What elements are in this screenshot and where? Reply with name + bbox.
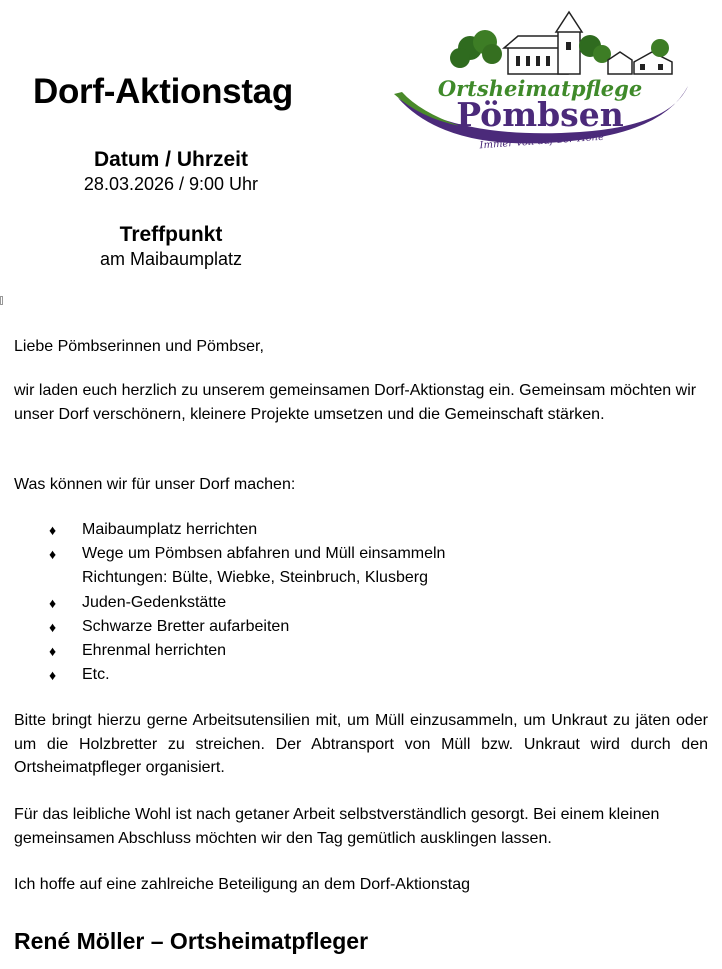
closing-paragraph: Ich hoffe auf eine zahlreiche Beteiligung an dem Dorf-Aktionstag [14,876,470,893]
diamond-bullet-icon: ♦ [49,594,57,611]
diamond-bullet-icon: ♦ [49,618,57,635]
question: Was können wir für unser Dorf machen: [14,476,296,493]
diamond-bullet-icon: ♦ [49,546,57,563]
tree-icon [579,35,611,63]
list-item-text: Maibaumplatz herrichten [82,521,258,538]
text-cursor-marker [0,296,3,305]
signature: René Möller – Ortsheimatpfleger [14,928,369,954]
church-icon [504,12,582,74]
house-icon [608,39,672,74]
list-item-text: Wege um Pömbsen abfahren und Müll einsammeln [82,545,446,563]
list-item-detail-text: Richtungen: Bülte, Wiebke, Steinbruch, Klusberg [82,569,428,587]
date-heading: Datum / Uhrzeit [93,148,248,171]
tools-paragraph: Bitte bringt hierzu gerne Arbeitsutensilien mit, um Müll einzusammeln, um Unkraut zu jäten oder um die Holzbretter zu streichen. Der Abtransport von Müll bzw. Unkraut wird durch den Ortsheimatpfleger organisiert. [14,712,708,776]
date-block [20,148,322,195]
list-item [14,542,708,566]
list-item [14,615,708,639]
diamond-bullet-icon: ♦ [49,643,57,660]
list-item-text: Schwarze Bretter aufarbeiten [82,617,290,635]
food-paragraph: Für das leibliche Wohl ist nach getaner Arbeit selbstverständlich gesorgt. Bei einem kleinen gemeinsamen Abschluss möchten wir den Tag gemütlich ausklingen lassen. [14,806,660,847]
diamond-bullet-icon: ♦ [49,522,57,538]
greeting: Liebe Pömbserinnen und Pömbser, [14,338,264,355]
list-item [14,591,708,615]
list-item-detail [14,566,708,590]
logo-slogan: Immer voll auf der Höhe [479,131,605,152]
logo-name-line1: Ortsheimatpflege [437,76,643,101]
ortsheimatpflege-logo [390,8,690,158]
intro-paragraph: wir laden euch herzlich zu unserem gemeinsamen Dorf-Aktionstag ein. Gemeinsam möchten wir unser Dorf verschönern, kleinere Projekte umsetzen und die Gemeinschaft stärken. [14,382,697,423]
logo-name-line2: Pömbsen [456,95,624,134]
list-item-text: Etc. [82,666,110,684]
list-item [14,639,708,663]
diamond-bullet-icon: ♦ [49,667,57,684]
meeting-value: am Maibaumplatz [99,249,243,269]
page-title: Dorf-Aktionstag [33,72,293,111]
list-item [14,518,708,542]
tree-icon [450,30,502,68]
date-value: 28.03.2026 / 9:00 Uhr [83,174,259,194]
list-item [14,663,708,687]
meeting-heading: Treffpunkt [119,223,223,246]
task-list [14,518,708,687]
list-item-text: Ehrenmal herrichten [82,642,227,660]
meeting-block [20,223,322,270]
list-item-text: Juden-Gedenkstätte [82,593,227,611]
